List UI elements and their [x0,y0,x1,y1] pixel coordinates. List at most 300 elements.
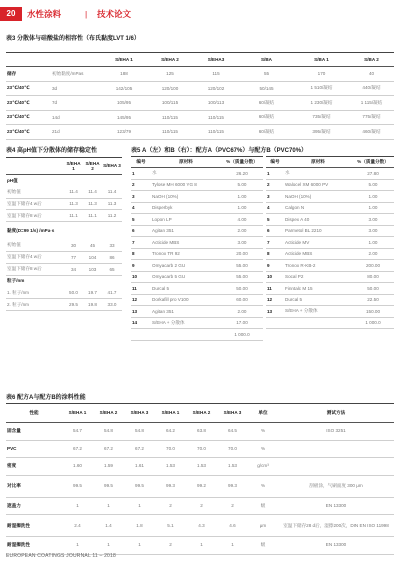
table-cell: 水 [151,168,221,180]
table-cell: 27.80 [352,168,394,180]
table-row [131,214,263,226]
table-row [6,198,122,210]
table-row [266,237,394,249]
table-row [266,317,394,329]
table-row [131,237,263,249]
table-cell: 1.00 [352,191,394,203]
table-cell: 80.00 [352,271,394,283]
table-cell: 6 [266,225,284,237]
table-cell [64,275,83,287]
table-cell: 50/145 [239,81,294,96]
header-row [6,404,394,423]
table-cell: 45 [83,240,102,252]
table-cell: 55.00 [221,271,263,283]
table-cell: 86 [102,251,122,263]
table-cell: 110/115 [193,125,239,140]
table-cell [83,222,102,240]
table-cell: 110/115 [193,110,239,125]
table-row [266,225,394,237]
table-row [6,175,122,187]
table-cell: ISO 3251 [278,423,394,441]
table-row [131,283,263,295]
table-cell: 99.5 [124,475,155,497]
table-cell: Tronox TR 92 [151,248,221,260]
table-cell: S/EHA + 分散体 [151,317,221,329]
column-header: %（质量分数） [221,157,263,168]
table-cell: 遮盖力 [6,497,62,515]
table-cell [102,175,122,187]
table-cell: 200.00 [352,260,394,272]
table-cell: 440/凝结 [349,81,394,96]
table-cell: 2.00 [221,225,263,237]
table-cell: 1 115/凝结 [349,96,394,111]
table-cell: 64.5 [217,423,248,441]
table-cell: 13 [131,306,151,318]
column-header: 原材料 [284,157,352,168]
table-row [266,260,394,272]
table-cell: 4 [131,202,151,214]
table-cell: 7 [131,237,151,249]
table-row [6,275,122,287]
table-row [131,168,263,180]
column-header: S/BA 2 [349,53,394,67]
table-cell: Disperbyk [151,202,221,214]
table-row [6,240,122,252]
table-cell: 1.4 [93,515,124,537]
table-cell: 99.5 [93,475,124,497]
table-row [131,317,263,329]
table-cell: 1. 粒子/nm [6,287,64,299]
table-cell: 1 000.0 [352,317,394,329]
table-row [131,260,263,272]
table-cell: Dorkafill pro V100 [151,294,221,306]
table-row [6,263,122,275]
table-cell: PVC [6,440,62,458]
table-row [6,125,394,140]
table-row [131,248,263,260]
table-cell: 1 230/凝结 [294,96,349,111]
column-header: S/EHA3 [193,53,239,67]
subsection-title: 技术论文 [97,9,132,19]
table-row [6,537,394,555]
table-cell: 初始值 [6,186,64,198]
table-cell: 固含量 [6,423,62,441]
table-cell: 22.50 [352,294,394,306]
table-row [6,110,394,125]
table-cell: 14 [131,317,151,329]
table-cell: 3.00 [221,237,263,249]
table-cell [131,329,151,341]
table-cell: 41.7 [102,287,122,299]
table-cell: 60.00 [221,294,263,306]
column-header: 性能 [6,404,62,423]
table-cell: 77 [64,251,83,263]
table-cell: 1 [266,168,284,180]
table5-formulation-b [266,156,394,329]
table-cell: 11.3 [64,198,83,210]
table-cell: 19.7 [83,287,102,299]
table-cell: 1.8 [124,515,155,537]
table-row [6,67,394,82]
table-cell: 64.2 [155,423,186,441]
table-cell: 11.1 [83,210,102,222]
table-cell: 9 [131,260,151,272]
table-cell: 40 [349,67,394,82]
table-cell: Durcal 5 [284,294,352,306]
table-cell [284,317,352,329]
table-cell: 67.2 [93,440,124,458]
table-cell: Lopon LP [151,214,221,226]
table6 [6,403,394,555]
table-cell: 1 [62,537,93,555]
section-title: 水性涂料 [27,9,62,19]
column-header: 测试方法 [278,404,394,423]
table-cell: 室温下储存8 w后 [6,263,64,275]
table-cell: 20.00 [221,248,263,260]
table-cell: 50.00 [221,283,263,295]
column-header: S/EHA 1 [155,404,186,423]
table-cell: 99.5 [62,475,93,497]
table-cell: 1.53 [155,458,186,476]
table-row [131,202,263,214]
table-cell: 33.0 [102,299,122,311]
table-cell: 123/79 [101,125,147,140]
table-cell: 级 [248,497,278,515]
page-header [0,7,400,21]
table-cell: 54.8 [93,423,124,441]
table-row [6,186,122,198]
table-cell: 5.1 [155,515,186,537]
table-cell: 1.59 [93,458,124,476]
table-cell: 26.20 [221,168,263,180]
table-cell: 粒子/nm [7,278,25,284]
table-row [6,222,122,240]
table-cell: EN 13300 [278,497,394,515]
table-cell: 115 [193,67,239,82]
table-cell: 110/115 [147,110,193,125]
table-cell: 水 [284,168,352,180]
table4-caption: 表4 高pH值下分散体的储存稳定性 [6,148,98,154]
table-cell: 395/凝结 [294,125,349,140]
table-cell: Socal P2 [284,271,352,283]
table-row [266,214,394,226]
table-cell: 30 [64,240,83,252]
table-cell: 70.0 [217,440,248,458]
table-cell: 13 [266,306,284,318]
table-cell: 735/凝结 [294,110,349,125]
table-cell: NaOH (10%) [151,191,221,203]
table-cell: 9 [266,260,284,272]
table-cell: 120/102 [193,81,239,96]
table-cell: 11.4 [102,186,122,198]
table-cell: 170 [294,67,349,82]
table-row [131,306,263,318]
table-cell: 11.4 [83,186,102,198]
table-cell: 125 [147,67,193,82]
table-cell: % [248,475,278,497]
table-cell: 12 [131,294,151,306]
table-cell: 1.00 [352,202,394,214]
table-cell: 23℃/40℃ [6,81,51,96]
table-cell: 密度 [6,458,62,476]
column-header: 编号 [266,157,284,168]
table-cell: Omyacarb 5 GU [151,271,221,283]
table-cell: 110/115 [147,125,193,140]
table-row [6,81,394,96]
table-row [6,287,122,299]
table-cell: g/cm³ [248,458,278,476]
header-row [6,53,394,67]
table-cell: 70.0 [186,440,217,458]
table-cell: 耐湿擦洗性 [6,515,62,537]
table-cell: 1.00 [352,237,394,249]
table-cell: 99.3 [217,475,248,497]
table-row [131,329,263,341]
table-cell: 刮板涂，气刷面度 300 μm [278,475,394,497]
table-cell: 145/95 [101,110,147,125]
table-cell: pH值 [7,177,18,183]
table-cell: 1.00 [221,191,263,203]
table-row [131,271,263,283]
table-cell: 775/凝结 [349,110,394,125]
table-cell: 23℃/40℃ [6,96,51,111]
table-cell: 8 [131,248,151,260]
column-header: S/BA 1 [294,53,349,67]
table-cell: 14d [51,110,101,125]
table-cell [278,440,394,458]
table-cell: NaOH (10%) [284,191,352,203]
table-cell: EN 13300 [278,537,394,555]
table-cell: 初始黏度/mPas [51,67,101,82]
table-cell: Acticide MBS [151,237,221,249]
table-row [6,299,122,311]
table-cell: 2 [155,497,186,515]
table-row [266,168,394,180]
table-cell: Durcal 5 [151,283,221,295]
table-cell: 100/113 [193,96,239,111]
table-cell [83,275,102,287]
column-header: 原材料 [151,157,221,168]
table-row [266,179,394,191]
table-row [266,294,394,306]
table-cell [102,275,122,287]
column-header: S/EHA 2 [147,53,193,67]
table-row [6,96,394,111]
table-cell: 17.00 [221,317,263,329]
table-cell: Acticide MBS [284,248,352,260]
table-cell: 1 [93,537,124,555]
table-cell: Walocel XM 6000 PV [284,179,352,191]
table-cell: 1 [124,537,155,555]
table-cell: 室温下储存8 w后 [6,210,64,222]
header-separator: | [85,9,88,19]
table-cell: 黏度(D=99 1/s) /mPa·s [7,227,55,233]
table-cell: 1.00 [221,202,263,214]
table-cell [102,222,122,240]
table-cell: 21d [51,125,101,140]
column-header: S/EHA 2 [93,404,124,423]
table-cell: 2.00 [352,248,394,260]
column-header [51,53,101,67]
table-cell: Calgon N [284,202,352,214]
table-row [6,475,394,497]
table-cell: 60/凝结 [239,96,294,111]
table-cell: 54.7 [62,423,93,441]
table-row [131,294,263,306]
table-cell: Tronox R-KB-2 [284,260,352,272]
table-cell: 5 [131,214,151,226]
table-cell: 5.00 [221,179,263,191]
table-cell: 对比率 [6,475,62,497]
table-cell: 11.2 [102,210,122,222]
table-row [6,515,394,537]
table-cell: 460/凝结 [349,125,394,140]
table-cell: 2.4 [62,515,93,537]
table-cell: 7 [266,237,284,249]
table-cell: 6 [131,225,151,237]
table-cell: 50.0 [64,287,83,299]
table-cell: 2. 粒子/nm [6,299,64,311]
table-cell: 12 [266,294,284,306]
footer-journal: EUROPEAN COATINGS JOURNAL 11 – 2018 [6,553,116,559]
table-cell: 2 [155,537,186,555]
table-row [131,179,263,191]
table-cell: 60/凝结 [239,125,294,140]
table-cell: 1.61 [124,458,155,476]
page-number: 20 [0,7,22,21]
table-cell: 4.00 [221,214,263,226]
table-cell [83,175,102,187]
table-cell [151,329,221,341]
table-cell: 50.00 [352,283,394,295]
table-cell: 23℃/40℃ [6,125,51,140]
column-header: S/EHA 1 [62,404,93,423]
table-cell: 23℃/40℃ [6,110,51,125]
table-cell: 2 [217,497,248,515]
table-cell: 5 [266,214,284,226]
table-cell: 100/115 [147,96,193,111]
table-cell: Acticide MV [284,237,352,249]
table-cell: 10 [266,271,284,283]
table-cell [278,458,394,476]
column-header [6,53,51,67]
table-row [6,423,394,441]
table-cell: 34 [64,263,83,275]
table-cell: S/EHA + 分散体 [284,306,352,318]
column-header: S/EHA 1 [101,53,147,67]
table-cell: 3.00 [352,214,394,226]
table-cell: μm [248,515,278,537]
table-cell: 1 [186,537,217,555]
table-cell: 105/95 [101,96,147,111]
table3 [6,52,394,140]
table-cell: 储存 [6,67,51,82]
table-cell: 3d [51,81,101,96]
table-cell [266,317,284,329]
table-cell: 11.3 [102,198,122,210]
table-cell: 70.0 [155,440,186,458]
table-cell: 103 [83,263,102,275]
header-row [6,158,122,175]
header-row [131,157,263,168]
table-cell: 67.2 [124,440,155,458]
table-row [131,191,263,203]
table-cell: 2 [131,179,151,191]
table-cell: 1.53 [217,458,248,476]
column-header: S/EHA 3 [217,404,248,423]
table-row [266,306,394,318]
table-cell: 1 [217,537,248,555]
table-cell: 188 [101,67,147,82]
table-cell: 1.60 [62,458,93,476]
table-cell: Parmetol BL 2210 [284,225,352,237]
table-cell: 室温下储存28 d后，湿擦200次，DIN EN ISO 11998 [278,515,394,537]
table-cell: 1.53 [186,458,217,476]
table6-caption: 表6 配方A与配方B的涂料性能 [6,395,86,401]
table-cell: % [248,440,278,458]
table-cell: Agitan 351 [151,225,221,237]
table-row [266,191,394,203]
table-cell: 5.00 [352,179,394,191]
table-cell: 1 [131,168,151,180]
table-row [266,248,394,260]
table-cell: 3 [266,191,284,203]
column-header: %（质量分数） [352,157,394,168]
table-cell: 1 [93,497,124,515]
table-cell: 2.00 [221,306,263,318]
column-header: 单位 [248,404,278,423]
table-cell: 63.8 [186,423,217,441]
table-row [266,202,394,214]
table-cell: 4 [266,202,284,214]
table-cell: 室温下储存4 w后 [6,198,64,210]
column-header: 编号 [131,157,151,168]
table-row [6,210,122,222]
table-cell: 104 [83,251,102,263]
table-cell: 19.8 [83,299,102,311]
table-cell [64,175,83,187]
table-row [6,458,394,476]
table-cell: Omyacarb 2 GU [151,260,221,272]
column-header: S/EHA 3 [102,158,122,175]
table5-formulation-a [131,156,263,341]
table-cell: 3 [131,191,151,203]
table-cell: 99.3 [155,475,186,497]
table-cell: 65 [102,263,122,275]
table-row [266,283,394,295]
table-cell: 8 [266,248,284,260]
column-header: S/EHA 2 [83,158,102,175]
table-cell: 55.00 [221,260,263,272]
table-row [6,497,394,515]
table-cell: 耐湿擦洗性 [6,537,62,555]
table-cell: 150.00 [352,306,394,318]
column-header: S/EHA 3 [124,404,155,423]
header-row [266,157,394,168]
table4 [6,157,122,311]
table-cell: 1 000.0 [221,329,263,341]
column-header [6,158,64,175]
table-row [6,251,122,263]
table-cell: % [248,423,278,441]
table-cell: 54.8 [124,423,155,441]
table-row [6,440,394,458]
table-cell: 33 [102,240,122,252]
table-cell: 11 [266,283,284,295]
table-cell: 2 [266,179,284,191]
table-cell: 初始值 [6,240,64,252]
table-cell: 级 [248,537,278,555]
